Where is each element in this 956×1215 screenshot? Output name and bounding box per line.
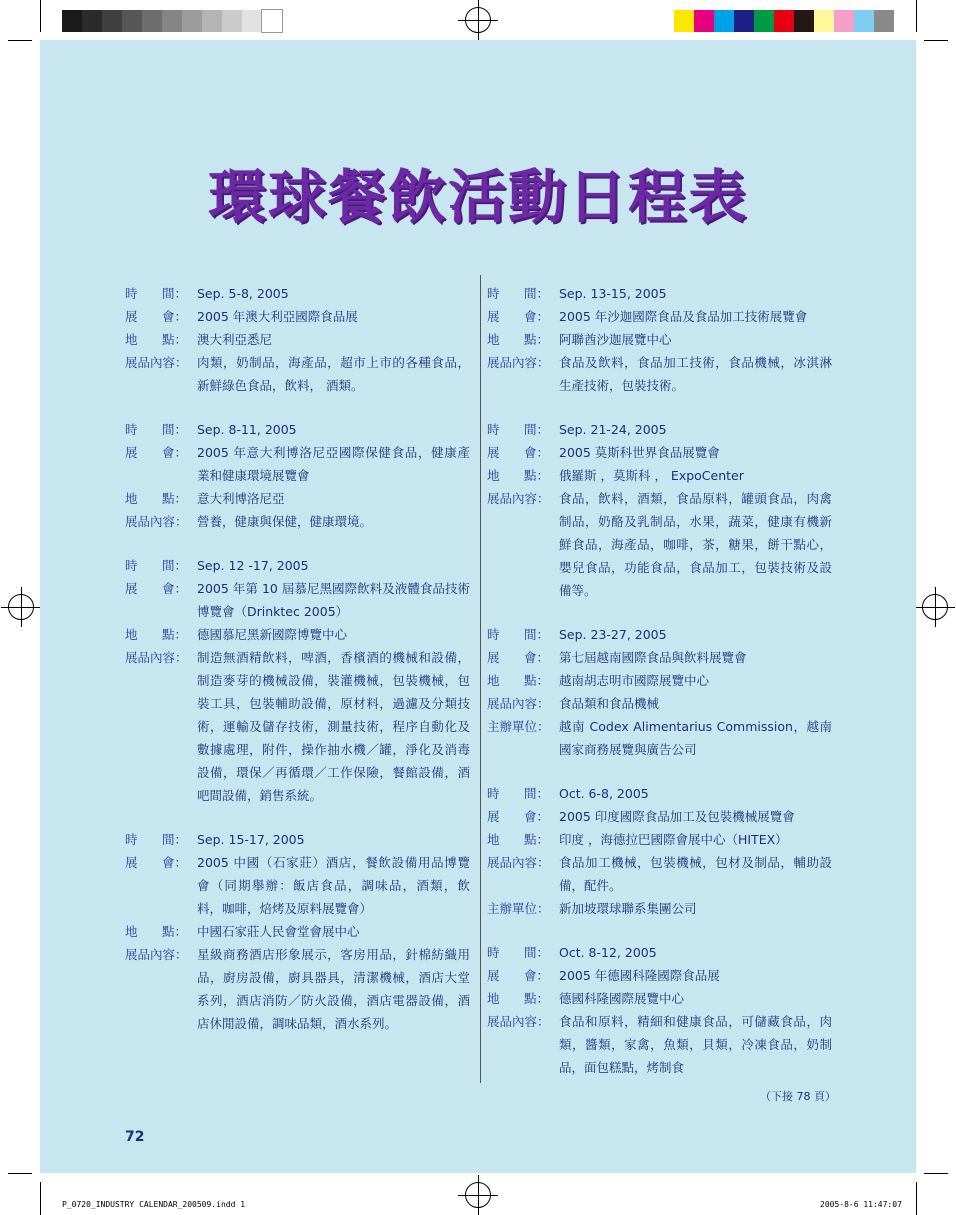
event-time-value: Sep. 23-27, 2005 — [559, 627, 667, 642]
event-contents-value: 食品加工機械，包裝機械，包材及制品，輔助設備，配件。 — [559, 855, 832, 893]
event-time — [125, 418, 470, 441]
registration-mark-right — [922, 594, 948, 620]
event-time — [487, 282, 832, 305]
crop-mark — [916, 0, 917, 32]
event-venue — [487, 464, 832, 487]
event-exhibition-label: 展 會： — [125, 855, 187, 870]
event-contents-value: 營養，健康與保健，健康環境。 — [197, 514, 373, 529]
event-time-value: Sep. 21-24, 2005 — [559, 422, 667, 437]
event-contents — [125, 943, 470, 1035]
calibration-swatch — [102, 10, 122, 32]
calibration-swatch — [202, 10, 222, 32]
event-organizer-label: 主辦單位： — [487, 901, 550, 916]
event-exhibition — [125, 305, 470, 328]
color-calibration-bar — [674, 10, 894, 32]
event-venue — [125, 623, 470, 646]
event-time — [487, 418, 832, 441]
event-time — [487, 782, 832, 805]
page-number: 72 — [125, 1129, 145, 1145]
event-time-label: 時 間： — [487, 286, 549, 301]
calibration-swatch — [62, 10, 82, 32]
continued-note: （下接 78 頁） — [760, 1090, 836, 1103]
event-exhibition-value: 2005 年德國科隆國際食品展 — [559, 968, 720, 983]
calibration-swatch — [834, 10, 854, 32]
event-venue-label: 地 點： — [487, 991, 549, 1006]
event-venue-label: 地 點： — [125, 627, 187, 642]
event-time-label: 時 間： — [487, 422, 549, 437]
event-contents-label: 展品內容： — [125, 650, 188, 665]
event-exhibition-label: 展 會： — [487, 809, 549, 824]
event-contents-label: 展品內容： — [487, 355, 550, 370]
event-time-value: Sep. 13-15, 2005 — [559, 286, 667, 301]
event-entry — [487, 282, 832, 397]
event-contents — [125, 510, 470, 533]
event-venue-value: 意大利博洛尼亞 — [197, 491, 285, 506]
event-exhibition-value: 2005 印度國際食品加工及包裝機械展覽會 — [559, 809, 795, 824]
event-time-label: 時 間： — [125, 422, 187, 437]
event-exhibition-value: 第七屆越南國際食品與飲料展覽會 — [559, 650, 747, 665]
calibration-swatch — [242, 10, 262, 32]
event-venue-label: 地 點： — [487, 673, 549, 688]
event-venue-value: 德國慕尼黑新國際博覽中心 — [197, 627, 348, 642]
event-entry — [125, 282, 470, 397]
event-exhibition — [487, 305, 832, 328]
event-time-label: 時 間： — [487, 945, 549, 960]
event-time-value: Sep. 12 -17, 2005 — [197, 558, 309, 573]
event-venue-label: 地 點： — [125, 924, 187, 939]
event-venue-value: 德國科隆國際展覽中心 — [559, 991, 685, 1006]
calibration-swatch — [854, 10, 874, 32]
calibration-swatch — [162, 10, 182, 32]
event-venue-label: 地 點： — [125, 332, 187, 347]
right-column — [487, 282, 832, 1100]
calibration-swatch — [262, 10, 282, 32]
event-exhibition-value: 2005 中國（石家莊）酒店，餐飲設備用品博覽會（同期舉辦：飯店食品，調味品，酒類，飲料，咖啡，焙烤及原料展覽會） — [197, 855, 470, 916]
grayscale-calibration-bar — [62, 10, 282, 32]
date-slug: 2005-8-6 11:47:07 — [820, 1200, 902, 1209]
event-time — [125, 282, 470, 305]
event-venue-value: 印度 ，海德拉巴國際會展中心（HITEX） — [559, 832, 788, 847]
crop-mark — [40, 1182, 41, 1215]
calibration-swatch — [142, 10, 162, 32]
file-slug: P_0720_INDUSTRY CALENDAR_200509.indd 1 — [62, 1200, 246, 1209]
event-venue — [487, 828, 832, 851]
event-contents-value: 星級商務酒店形象展示，客房用品，針棉紡織用品，廚房設備，廚具器具，清潔機械，酒店大堂系列，酒店消防／防火設備，酒店電器設備，酒店休閒設備，調味品類，酒水系列。 — [197, 947, 470, 1031]
event-contents — [487, 692, 832, 715]
calibration-swatch — [774, 10, 794, 32]
event-entry — [125, 554, 470, 807]
page-title: 環球餐飲活動日程表 — [207, 163, 748, 231]
event-contents-label: 展品內容： — [125, 947, 188, 962]
event-contents-label: 展品內容： — [487, 696, 550, 711]
event-contents — [487, 1010, 832, 1079]
event-entry — [487, 782, 832, 920]
event-venue-value: 俄羅斯 ，莫斯科 ， ExpoCenter — [559, 468, 744, 483]
calibration-swatch — [714, 10, 734, 32]
crop-mark — [40, 0, 41, 32]
event-exhibition-label: 展 會： — [487, 968, 549, 983]
event-time-label: 時 間： — [125, 286, 187, 301]
event-venue — [125, 920, 470, 943]
left-column — [125, 282, 470, 1056]
event-entry — [487, 941, 832, 1079]
calibration-swatch — [794, 10, 814, 32]
calibration-swatch — [874, 10, 894, 32]
event-entry — [125, 418, 470, 533]
calibration-swatch — [182, 10, 202, 32]
event-time-value: Sep. 5-8, 2005 — [197, 286, 289, 301]
event-exhibition-value: 2005 莫斯科世界食品展覽會 — [559, 445, 720, 460]
crop-mark — [924, 40, 948, 41]
event-exhibition — [125, 851, 470, 920]
event-time-label: 時 間： — [125, 832, 187, 847]
event-venue-label: 地 點： — [487, 468, 549, 483]
event-time-value: Oct. 8-12, 2005 — [559, 945, 657, 960]
event-venue — [125, 328, 470, 351]
calibration-swatch — [734, 10, 754, 32]
event-time — [125, 828, 470, 851]
event-contents-label: 展品內容： — [487, 1014, 550, 1029]
event-venue-label: 地 點： — [125, 491, 187, 506]
event-venue-label: 地 點： — [487, 332, 549, 347]
event-time-label: 時 間： — [125, 558, 187, 573]
event-time — [487, 623, 832, 646]
event-exhibition-value: 2005 年第 10 屆慕尼黑國際飲料及液體食品技術博覽會（Drinktec 2005） — [197, 581, 470, 619]
event-organizer-value: 新加坡環球聯系集團公司 — [559, 901, 697, 916]
event-exhibition — [487, 646, 832, 669]
event-exhibition — [487, 805, 832, 828]
event-exhibition — [125, 441, 470, 487]
event-entry — [487, 623, 832, 761]
event-contents — [487, 487, 832, 602]
event-contents-label: 展品內容： — [125, 514, 188, 529]
column-divider — [480, 275, 481, 1083]
event-time-label: 時 間： — [487, 786, 549, 801]
registration-mark-bottom — [465, 1182, 491, 1208]
event-time-value: Oct. 6-8, 2005 — [559, 786, 649, 801]
event-entry — [125, 828, 470, 1035]
event-contents — [487, 351, 832, 397]
event-exhibition-label: 展 會： — [487, 650, 549, 665]
event-time-value: Sep. 15-17, 2005 — [197, 832, 305, 847]
event-contents-value: 制造無酒精飲料，啤酒，香檳酒的機械和設備，制造麥芽的機械設備，裝灌機械，包裝機械，包裝工具，包裝輔助設備，原材料，過濾及分類技術，運輸及儲存技術，測量技術，程序自動化及數據處理，附件，操作抽水機／罐，淨化及消毒設備，環保／再循環／工作保險，餐館設備，酒吧間設備，銷售系統。 — [197, 650, 470, 803]
event-exhibition-label: 展 會： — [487, 445, 549, 460]
calibration-swatch — [754, 10, 774, 32]
event-venue-value: 中國石家莊人民會堂會展中心 — [197, 924, 360, 939]
calibration-swatch — [674, 10, 694, 32]
event-contents — [125, 646, 470, 807]
event-exhibition-value: 2005 年澳大利亞國際食品展 — [197, 309, 358, 324]
event-exhibition-value: 2005 年意大利博洛尼亞國際保健食品，健康產業和健康環境展覽會 — [197, 445, 470, 483]
crop-mark — [924, 1173, 948, 1174]
event-time — [125, 554, 470, 577]
registration-mark-top — [465, 7, 491, 33]
registration-mark-left — [8, 594, 34, 620]
event-venue — [487, 987, 832, 1010]
calibration-swatch — [122, 10, 142, 32]
event-organizer-label: 主辦單位： — [487, 719, 550, 734]
event-venue-label: 地 點： — [487, 832, 549, 847]
crop-mark — [8, 40, 32, 41]
event-time-value: Sep. 8-11, 2005 — [197, 422, 297, 437]
event-venue — [487, 328, 832, 351]
event-contents — [125, 351, 470, 397]
event-exhibition-value: 2005 年沙迦國際食品及食品加工技術展覽會 — [559, 309, 808, 324]
crop-mark — [916, 1182, 917, 1215]
event-contents-value: 肉類，奶制品，海產品，超市上市的各種食品，新鮮綠色食品，飲料， 酒類。 — [197, 355, 470, 393]
event-exhibition — [487, 441, 832, 464]
event-exhibition-label: 展 會： — [125, 445, 187, 460]
event-venue-value: 阿聯酋沙迦展覽中心 — [559, 332, 672, 347]
event-exhibition — [125, 577, 470, 623]
event-entry — [487, 418, 832, 602]
event-venue — [125, 487, 470, 510]
event-organizer-value: 越南 Codex Alimentarius Commission，越南國家商務展覽與廣告公司 — [559, 719, 832, 757]
event-contents-label: 展品內容： — [125, 355, 188, 370]
event-venue-value: 越南胡志明市國際展覽中心 — [559, 673, 710, 688]
crop-mark — [8, 1173, 32, 1174]
event-venue — [487, 669, 832, 692]
calibration-swatch — [814, 10, 834, 32]
event-contents-value: 食品及飲料，食品加工技術，食品機械，冰淇淋生產技術，包裝技術。 — [559, 355, 832, 393]
event-contents-value: 食品和原料，精細和健康食品，可儲藏食品，肉類，醬類，家禽，魚類，貝類，冷凍食品，奶制品，面包糕點，烤制食 — [559, 1014, 832, 1075]
event-exhibition — [487, 964, 832, 987]
event-contents-label: 展品內容： — [487, 855, 550, 870]
event-exhibition-label: 展 會： — [125, 581, 187, 596]
calibration-swatch — [694, 10, 714, 32]
event-contents-label: 展品內容： — [487, 491, 550, 506]
event-organizer — [487, 715, 832, 761]
calibration-swatch — [222, 10, 242, 32]
event-contents-value: 食品類和食品機械 — [559, 696, 660, 711]
event-exhibition-label: 展 會： — [125, 309, 187, 324]
event-time-label: 時 間： — [487, 627, 549, 642]
event-contents-value: 食品，飲料，酒類，食品原料，罐頭食品，肉禽制品，奶酪及乳制品，水果，蔬菜，健康有機新鮮食品，海產品，咖啡，茶，糖果，餅干點心，嬰兒食品，功能食品，食品加工，包裝技術及設備等。 — [559, 491, 832, 598]
event-exhibition-label: 展 會： — [487, 309, 549, 324]
calibration-swatch — [82, 10, 102, 32]
event-contents — [487, 851, 832, 897]
event-venue-value: 澳大利亞悉尼 — [197, 332, 273, 347]
event-organizer — [487, 897, 832, 920]
event-time — [487, 941, 832, 964]
